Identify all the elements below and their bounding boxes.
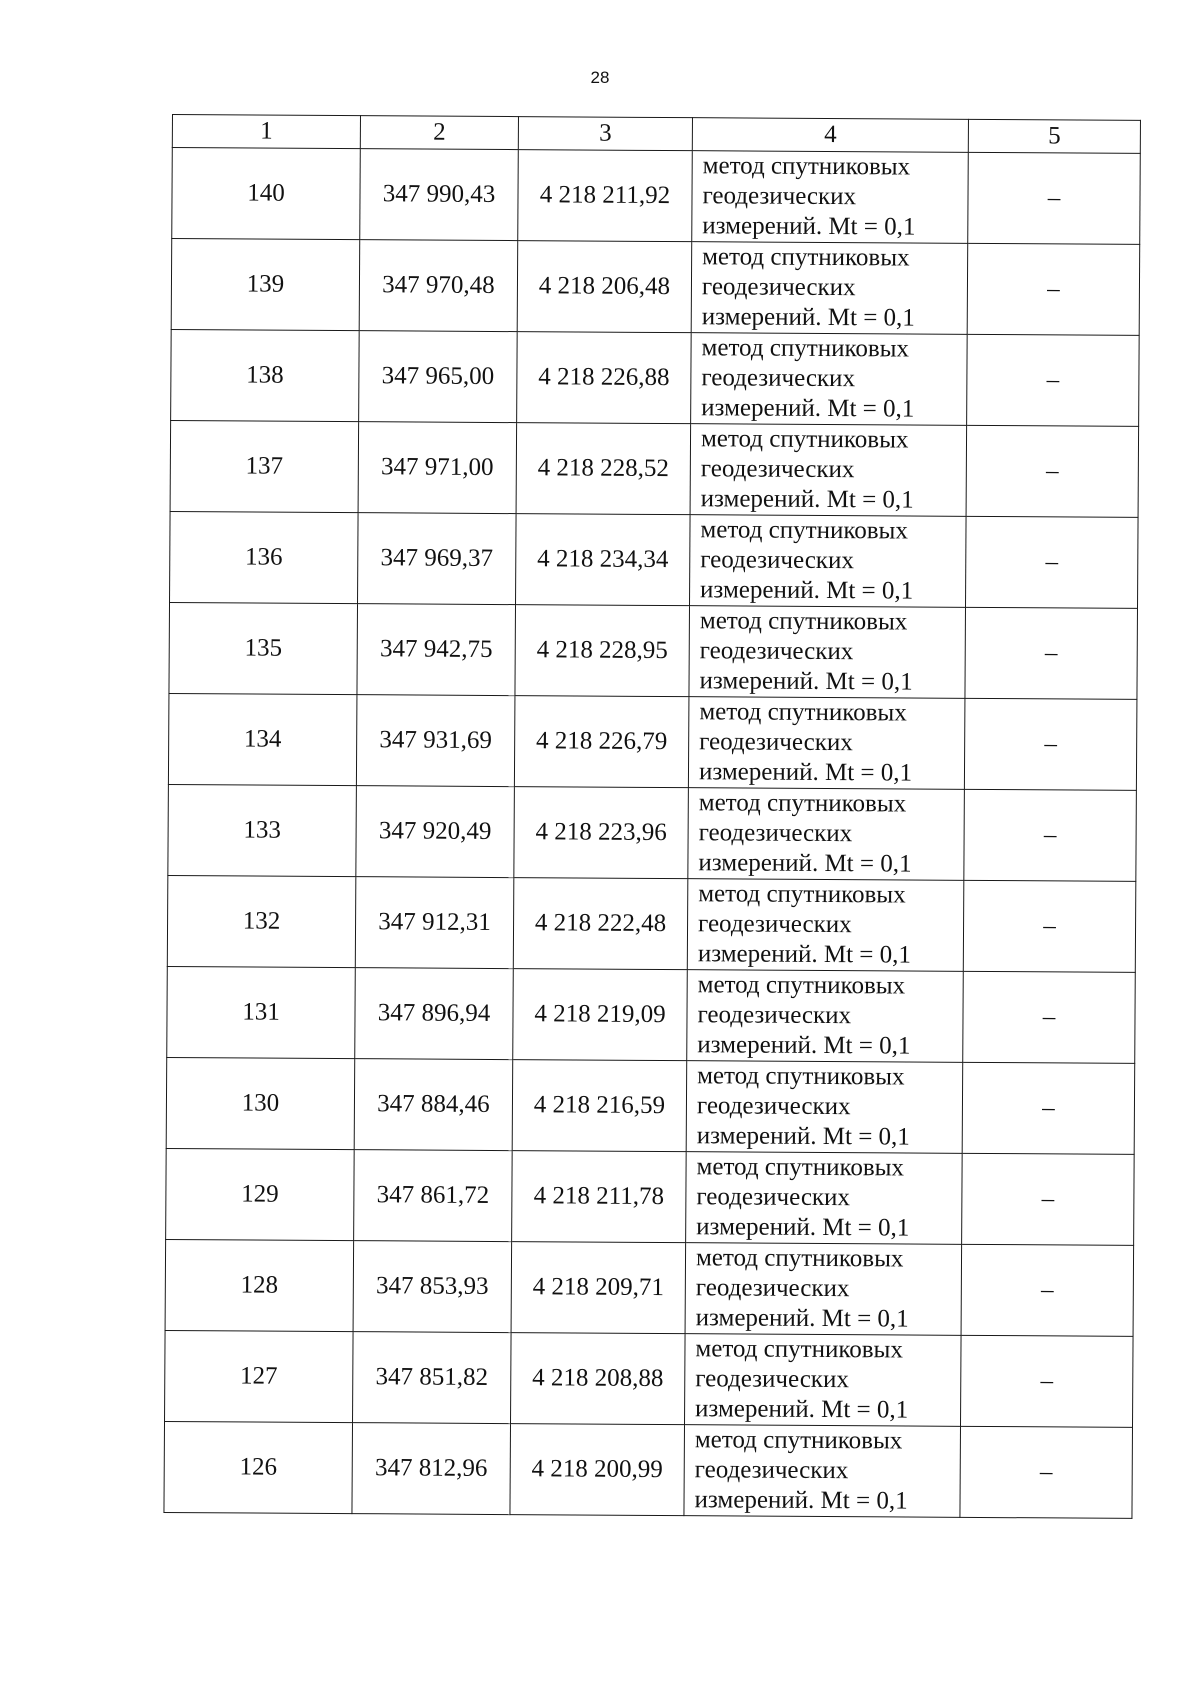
method-line: метод спутниковых <box>696 1153 905 1182</box>
point-number-cell: 137 <box>170 420 359 512</box>
y-coordinate-cell: 4 218 206,48 <box>517 241 692 333</box>
point-number-cell: 128 <box>165 1239 354 1331</box>
method-line: геодезических <box>695 1274 850 1303</box>
point-number-cell: 126 <box>164 1421 353 1513</box>
note-cell: – <box>964 789 1137 881</box>
note-cell: – <box>966 516 1139 608</box>
point-number-cell: 135 <box>169 602 358 694</box>
x-coordinate-cell: 347 912,31 <box>355 877 514 969</box>
method-line: метод спутниковых <box>701 334 910 363</box>
y-coordinate-cell: 4 218 228,52 <box>516 423 691 515</box>
table-row <box>170 420 1139 517</box>
method-line: измерений. Mt = 0,1 <box>701 394 915 423</box>
table-row <box>169 602 1138 699</box>
method-line: геодезических <box>701 364 856 393</box>
point-number-cell: 140 <box>172 148 361 240</box>
note-cell: – <box>967 334 1140 426</box>
table-row <box>165 1330 1134 1427</box>
column-header-2: 2 <box>360 116 518 150</box>
point-number-cell: 127 <box>165 1330 354 1422</box>
method-line: измерений. Mt = 0,1 <box>700 576 914 605</box>
table-row <box>166 1057 1135 1154</box>
point-number-cell: 139 <box>171 239 360 331</box>
method-line: метод спутниковых <box>698 789 907 818</box>
column-header-4: 4 <box>692 118 968 153</box>
y-coordinate-cell: 4 218 219,09 <box>513 969 688 1061</box>
column-header-5: 5 <box>968 119 1140 153</box>
y-coordinate-cell: 4 218 208,88 <box>511 1333 686 1425</box>
method-line: геодезических <box>702 182 857 211</box>
method-line: геодезических <box>698 819 853 848</box>
table-row <box>170 511 1139 608</box>
method-line: метод спутниковых <box>699 698 907 727</box>
method-line: измерений. Mt = 0,1 <box>702 212 916 241</box>
table-row <box>171 239 1140 336</box>
note-cell: – <box>965 607 1138 699</box>
table-row <box>165 1239 1134 1336</box>
point-number-cell: 131 <box>167 966 356 1058</box>
method-line: измерений. Mt = 0,1 <box>697 1031 911 1060</box>
method-line: геодезических <box>700 546 854 575</box>
note-cell: – <box>960 1335 1133 1427</box>
note-cell: – <box>962 1062 1135 1154</box>
method-line: метод спутниковых <box>694 1426 903 1455</box>
method-line: измерений. Mt = 0,1 <box>697 940 912 969</box>
table-row <box>167 966 1136 1063</box>
point-number-cell: 138 <box>171 329 360 421</box>
x-coordinate-cell: 347 851,82 <box>353 1332 512 1424</box>
coordinates-table <box>163 114 1141 1519</box>
method-cell <box>684 1425 961 1518</box>
method-line: измерений. Mt = 0,1 <box>696 1213 910 1242</box>
column-header-1: 1 <box>172 115 360 149</box>
method-cell <box>688 788 965 881</box>
note-cell: – <box>966 425 1139 517</box>
method-cell <box>690 515 967 608</box>
method-line: метод спутниковых <box>702 152 911 181</box>
point-number-cell: 136 <box>170 511 359 603</box>
table-row <box>171 329 1140 426</box>
x-coordinate-cell: 347 965,00 <box>359 331 518 423</box>
method-line: метод спутниковых <box>700 516 908 545</box>
method-line: метод спутниковых <box>697 971 906 1000</box>
table-row <box>172 148 1141 245</box>
point-number-cell: 130 <box>166 1057 355 1149</box>
x-coordinate-cell: 347 970,48 <box>359 240 518 332</box>
note-cell: – <box>962 1153 1135 1245</box>
page-number: 28 <box>590 68 610 87</box>
method-line: геодезических <box>696 1092 851 1121</box>
method-cell <box>691 242 968 335</box>
point-number-cell: 133 <box>168 784 357 876</box>
x-coordinate-cell: 347 853,93 <box>353 1241 512 1333</box>
x-coordinate-cell: 347 812,96 <box>352 1423 511 1515</box>
y-coordinate-cell: 4 218 216,59 <box>512 1060 687 1152</box>
table-row <box>164 1421 1133 1518</box>
x-coordinate-cell: 347 884,46 <box>354 1059 513 1151</box>
method-line: измерений. Mt = 0,1 <box>696 1122 910 1151</box>
method-line: метод спутниковых <box>700 425 909 454</box>
method-line: геодезических <box>697 910 852 939</box>
method-line: метод спутниковых <box>697 1062 905 1091</box>
y-coordinate-cell: 4 218 211,92 <box>518 150 693 242</box>
method-cell <box>690 424 967 517</box>
method-cell <box>692 151 969 244</box>
method-cell <box>685 1334 962 1427</box>
method-line: геодезических <box>699 728 853 757</box>
method-line: метод спутниковых <box>695 1335 903 1364</box>
method-cell <box>687 970 964 1063</box>
method-line: геодезических <box>694 1456 849 1485</box>
table-row <box>167 875 1136 972</box>
method-line: метод спутниковых <box>702 243 910 272</box>
y-coordinate-cell: 4 218 234,34 <box>516 514 691 606</box>
method-line: геодезических <box>700 455 855 484</box>
method-cell <box>687 879 964 972</box>
note-cell: – <box>964 698 1137 790</box>
point-number-cell: 129 <box>166 1148 355 1240</box>
method-line: измерений. Mt = 0,1 <box>700 485 914 514</box>
table-body <box>164 148 1140 1519</box>
x-coordinate-cell: 347 896,94 <box>355 968 514 1060</box>
x-coordinate-cell: 347 990,43 <box>360 149 519 241</box>
method-line: метод спутниковых <box>698 880 906 909</box>
method-cell <box>686 1061 963 1154</box>
method-line: измерений. Mt = 0,1 <box>695 1395 909 1424</box>
method-cell <box>688 697 965 790</box>
table-row <box>166 1148 1135 1245</box>
method-line: измерений. Mt = 0,1 <box>698 849 912 878</box>
y-coordinate-cell: 4 218 211,78 <box>512 1151 687 1243</box>
y-coordinate-cell: 4 218 223,96 <box>514 787 689 879</box>
method-line: измерений. Mt = 0,1 <box>695 1304 909 1333</box>
note-cell: – <box>968 152 1141 244</box>
point-number-cell: 132 <box>167 875 356 967</box>
x-coordinate-cell: 347 861,72 <box>354 1150 513 1242</box>
x-coordinate-cell: 347 920,49 <box>356 786 515 878</box>
table-row <box>168 693 1137 790</box>
note-cell: – <box>960 1426 1133 1518</box>
method-line: геодезических <box>695 1365 849 1394</box>
method-line: метод спутниковых <box>695 1244 904 1273</box>
y-coordinate-cell: 4 218 228,95 <box>515 605 690 697</box>
method-line: геодезических <box>699 637 854 666</box>
x-coordinate-cell: 347 931,69 <box>356 695 515 787</box>
y-coordinate-cell: 4 218 200,99 <box>510 1424 685 1516</box>
y-coordinate-cell: 4 218 226,79 <box>514 696 689 788</box>
method-line: измерений. Mt = 0,1 <box>699 667 913 696</box>
method-line: геодезических <box>701 273 856 302</box>
note-cell: – <box>961 1244 1134 1336</box>
y-coordinate-cell: 4 218 209,71 <box>511 1242 686 1334</box>
method-line: измерений. Mt = 0,1 <box>698 758 913 787</box>
y-coordinate-cell: 4 218 222,48 <box>513 878 688 970</box>
note-cell: – <box>967 243 1140 335</box>
method-line: метод спутниковых <box>699 607 908 636</box>
note-cell: – <box>963 971 1136 1063</box>
point-number-cell: 134 <box>168 693 357 785</box>
table-row <box>168 784 1137 881</box>
x-coordinate-cell: 347 969,37 <box>358 513 517 605</box>
x-coordinate-cell: 347 971,00 <box>358 422 517 514</box>
method-line: геодезических <box>696 1183 851 1212</box>
method-line: геодезических <box>697 1001 852 1030</box>
method-cell <box>686 1152 963 1245</box>
method-cell <box>691 333 968 426</box>
method-cell <box>685 1243 962 1336</box>
column-header-3: 3 <box>518 117 692 151</box>
note-cell: – <box>963 880 1136 972</box>
x-coordinate-cell: 347 942,75 <box>357 604 516 696</box>
method-cell <box>689 606 966 699</box>
method-line: измерений. Mt = 0,1 <box>701 303 915 332</box>
method-line: измерений. Mt = 0,1 <box>694 1486 908 1515</box>
y-coordinate-cell: 4 218 226,88 <box>517 332 692 424</box>
